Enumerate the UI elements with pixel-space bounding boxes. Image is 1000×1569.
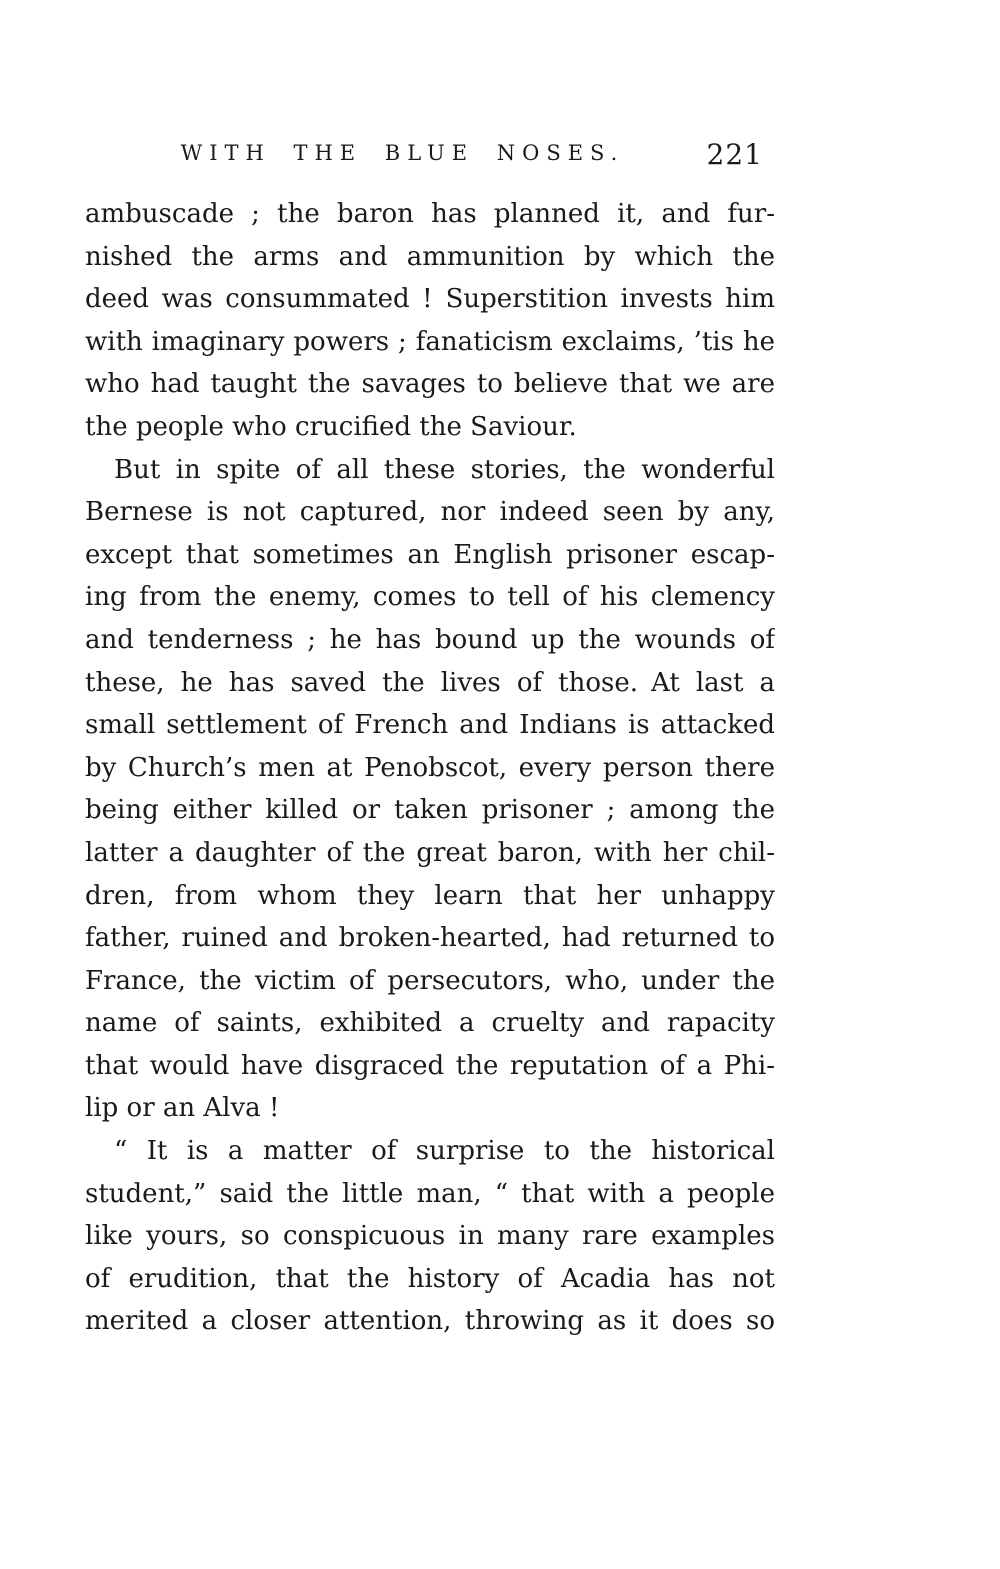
text-line: deed was consummated ! Superstition invests him bbox=[85, 284, 775, 315]
running-head: WITH THE BLUE NOSES. bbox=[180, 141, 625, 165]
text-line: small settlement of French and Indians is attacked bbox=[85, 710, 775, 741]
text-line: lip or an Alva ! bbox=[85, 1093, 280, 1124]
text-line: of erudition, that the history of Acadia has not bbox=[85, 1263, 775, 1294]
text-line: ing from the enemy, comes to tell of his clemency bbox=[85, 582, 775, 613]
text-line: latter a daughter of the great baron, with her chil- bbox=[85, 837, 775, 868]
paragraph bbox=[85, 449, 775, 1131]
page-number: 221 bbox=[706, 138, 763, 171]
text-line: like yours, so conspicuous in many rare examples bbox=[85, 1221, 775, 1252]
text-line: nished the arms and ammunition by which the bbox=[85, 241, 775, 272]
text-line: being either killed or taken prisoner ; among the bbox=[85, 795, 775, 826]
page-body bbox=[85, 193, 775, 1343]
text-line: and tenderness ; he has bound up the wounds of bbox=[85, 624, 775, 655]
text-line: dren, from whom they learn that her unhappy bbox=[85, 880, 775, 911]
text-line: France, the victim of persecutors, who, under the bbox=[85, 965, 775, 996]
paragraph bbox=[85, 1130, 775, 1343]
text-line: these, he has saved the lives of those. At last a bbox=[85, 667, 775, 698]
text-line: “ It is a matter of surprise to the historical bbox=[114, 1136, 775, 1167]
text-line: father, ruined and broken-hearted, had returned to bbox=[85, 923, 775, 954]
text-line: the people who crucified the Saviour. bbox=[85, 411, 577, 442]
text-line: merited a closer attention, throwing as it does so bbox=[85, 1306, 775, 1337]
text-line: that would have disgraced the reputation of a Phi- bbox=[85, 1050, 775, 1081]
text-line: Bernese is not captured, nor indeed seen by any, bbox=[85, 497, 775, 528]
text-line: student,” said the little man, “ that with a people bbox=[85, 1178, 775, 1209]
page-header bbox=[85, 138, 775, 172]
text-line: ambuscade ; the baron has planned it, and fur- bbox=[85, 199, 775, 229]
text-line: But in spite of all these stories, the wonderful bbox=[114, 454, 775, 485]
text-line: with imaginary powers ; fanaticism exclaims, ’tis he bbox=[85, 326, 775, 357]
text-line: by Church’s men at Penobscot, every person there bbox=[85, 752, 775, 783]
text-line: except that sometimes an English prisoner escap- bbox=[85, 539, 775, 570]
paragraph bbox=[85, 193, 775, 449]
text-line: who had taught the savages to believe that we are bbox=[85, 369, 775, 400]
text-line: name of saints, exhibited a cruelty and rapacity bbox=[85, 1008, 775, 1039]
